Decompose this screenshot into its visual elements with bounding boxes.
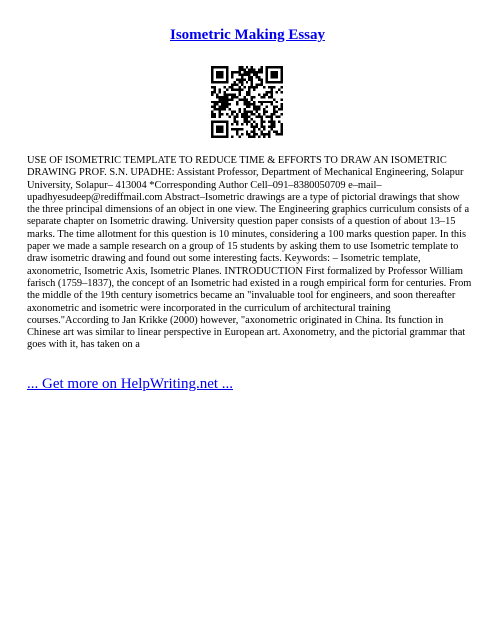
page-title-link[interactable]: Isometric Making Essay xyxy=(170,27,325,43)
qr-code-icon xyxy=(211,66,283,138)
essay-excerpt: USE OF ISOMETRIC TEMPLATE TO REDUCE TIME & EFFORTS TO DRAW AN ISOMETRIC DRAWING PROF. S.N. UPADHE: Assistant Professor, Department of Mechanical Engineering, Solapur University, Solapur– 413004 *Corresponding Author Cell–091–8380050709 e–mail– upadhyesudeep@rediffmail.com Abstract–Isometric drawings are a type of pictorial drawings that show the three principal dimensions of an object in one view. The Engineering graphics curriculum consists of a separate chapter on Isometric drawing. University question paper consists of a question of about 13–15 marks. The time allotment for this question is 10 minutes, considering a 100 marks question paper. In this paper we made a sample research on a group of 15 students by asking them to use Isometric template to draw isometric drawing and found out some interesting facts. Keywords: – Isometric template, axonometric, Isometric Axis, Isometric Planes. INTRODUCTION First formalized by Professor William farisch (1759–1837), the concept of an Isometric had existed in a rough empirical form for centuries. From the middle of the 19th century isometrics became an "invaluable tool for engineers, and soon thereafter axonometric and isometric were incorporated in the curriculum of architectural training courses."According to Jan Krikke (2000) however, "axonometric originated in China. Its function in Chinese art was similar to linear perspective in European art. Axonometry, and the pictorial grammar that goes with it, has taken on a xyxy=(27,155,472,351)
get-more-link[interactable]: ... Get more on HelpWriting.net ... xyxy=(27,376,234,392)
